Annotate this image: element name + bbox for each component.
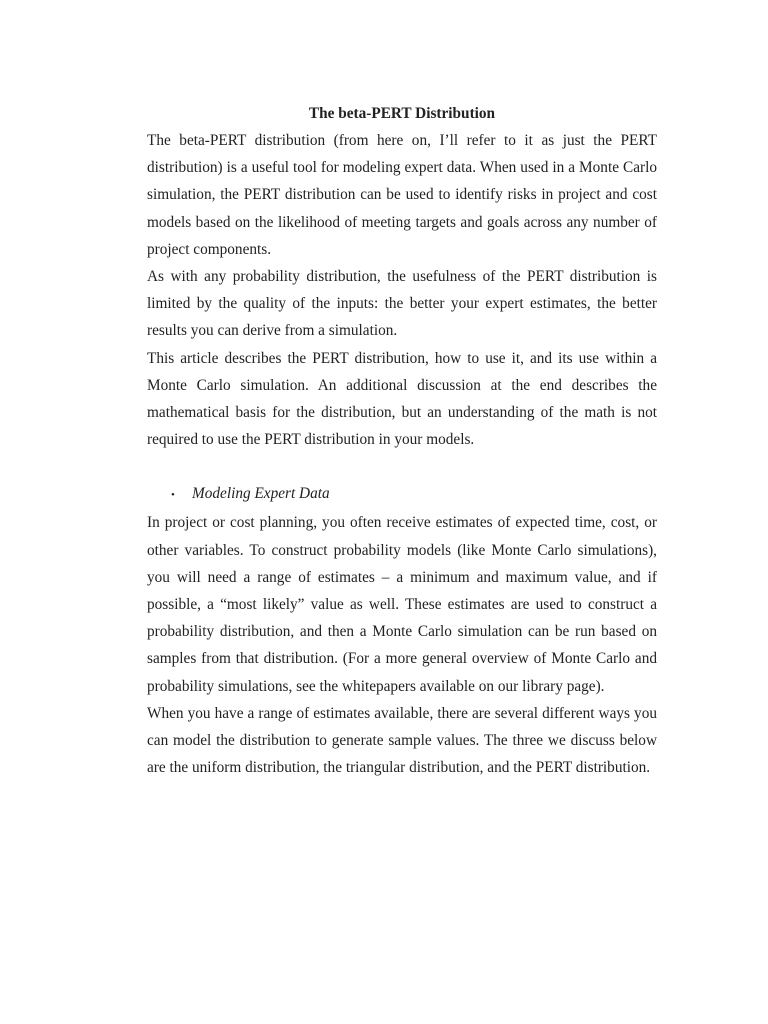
section-heading-text: Modeling Expert Data	[192, 485, 330, 503]
section-heading	[147, 480, 657, 509]
intro-paragraph-3: This article describes the PERT distribution, how to use it, and its use within a Monte Carlo simulation. An additional discussion at the end describes the mathematical basis for the distribution, but an understanding of the math is not required to use the PERT distribution in your models.	[147, 349, 657, 449]
document-title: The beta-PERT Distribution	[308, 105, 496, 122]
section-paragraph-2: When you have a range of estimates available, there are several different ways you can model the distribution to generate sample values. The three we discuss below are the uniform distribution, the triangular distribution, and the PERT distribution.	[147, 704, 657, 777]
section-paragraph-1: In project or cost planning, you often receive estimates of expected time, cost, or other variables. To construct probability models (like Monte Carlo simulations), you will need a range of estimates – a minimum and maximum value, and if possible, a “most likely” value as well. These estimates are used to construct a probability distribution, and then a Monte Carlo simulation can be run based on samples from that distribution. (For a more general overview of Monte Carlo and probability simulations, see the whitepapers available on our library page).	[147, 514, 657, 695]
intro-paragraph-1: The beta-PERT distribution (from here on, I’ll refer to it as just the PERT distribution) is a useful tool for modeling expert data. When used in a Monte Carlo simulation, the PERT distribution can be used to identify risks in project and cost models based on the likelihood of meeting targets and goals across any number of project components.	[147, 132, 657, 258]
document-page	[147, 100, 657, 781]
bullet-icon: •	[171, 489, 175, 502]
intro-paragraph-2: As with any probability distribution, the usefulness of the PERT distribution is limited by the quality of the inputs: the better your expert estimates, the better results you can derive from a simulation.	[147, 268, 657, 340]
paragraph-spacer	[147, 453, 657, 480]
